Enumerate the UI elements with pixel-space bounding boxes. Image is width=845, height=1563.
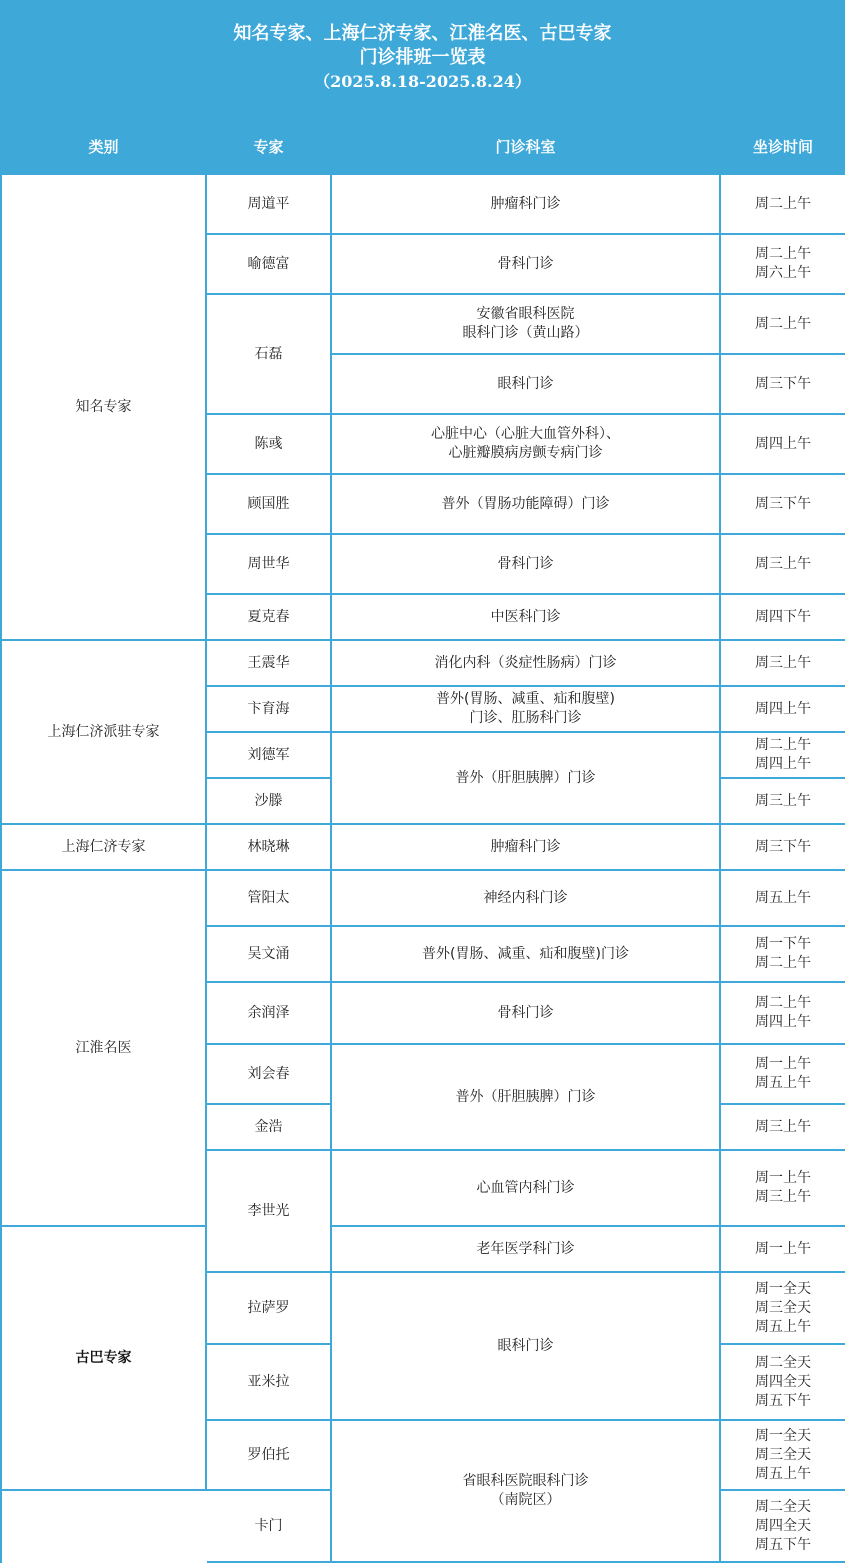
time-cell: 周四下午 [721, 595, 845, 641]
time-cell: 周四上午 [721, 415, 845, 475]
expert-name: 卡门 [207, 1491, 332, 1563]
category-cuba: 古巴专家 [2, 1227, 207, 1491]
department-cell: 省眼科医院眼科门诊 （南院区） [332, 1421, 721, 1563]
department-cell: 消化内科（炎症性肠病）门诊 [332, 641, 721, 687]
column-header-category: 类别 [2, 122, 207, 175]
expert-name: 沙滕 [207, 779, 332, 825]
time-cell: 周二全天 周四全天 周五下午 [721, 1491, 845, 1563]
page-title: 知名专家、上海仁济专家、江淮名医、古巴专家 [233, 23, 612, 44]
title-banner [0, 0, 845, 120]
department-cell: 心脏中心（心脏大血管外科）、 心脏瓣膜病房颤专病门诊 [332, 415, 721, 475]
department-cell: 神经内科门诊 [332, 871, 721, 927]
time-cell: 周二上午 周四上午 [721, 983, 845, 1045]
time-cell: 周三下午 [721, 825, 845, 871]
department-cell: 普外（胃肠功能障碍）门诊 [332, 475, 721, 535]
time-cell: 周一上午 周五上午 [721, 1045, 845, 1105]
department-cell: 普外(胃肠、减重、疝和腹壁) 门诊、肛肠科门诊 [332, 687, 721, 733]
expert-name: 石磊 [207, 295, 332, 415]
category-renji-stationed: 上海仁济派驻专家 [2, 641, 207, 825]
category-renji: 上海仁济专家 [2, 825, 207, 871]
time-cell: 周四上午 [721, 687, 845, 733]
department-cell: 骨科门诊 [332, 235, 721, 295]
expert-name: 夏克春 [207, 595, 332, 641]
time-cell: 周三下午 [721, 475, 845, 535]
expert-name: 王震华 [207, 641, 332, 687]
expert-name: 罗伯托 [207, 1421, 332, 1491]
department-cell: 普外（肝胆胰脾）门诊 [332, 733, 721, 825]
expert-name: 刘会春 [207, 1045, 332, 1105]
time-cell: 周三上午 [721, 779, 845, 825]
time-cell: 周三上午 [721, 535, 845, 595]
department-cell: 骨科门诊 [332, 983, 721, 1045]
expert-name: 周世华 [207, 535, 332, 595]
expert-name: 顾国胜 [207, 475, 332, 535]
expert-name: 周道平 [207, 175, 332, 235]
time-cell: 周三上午 [721, 641, 845, 687]
expert-name: 李世光 [207, 1151, 332, 1273]
category-famous-experts: 知名专家 [2, 175, 207, 641]
expert-name: 刘德军 [207, 733, 332, 779]
date-range: （2025.8.18-2025.8.24） [314, 72, 531, 91]
department-cell: 安徽省眼科医院 眼科门诊（黄山路） [332, 295, 721, 355]
department-cell: 普外（肝胆胰脾）门诊 [332, 1045, 721, 1151]
department-cell: 眼科门诊 [332, 1273, 721, 1421]
time-cell: 周一全天 周三全天 周五上午 [721, 1421, 845, 1491]
time-cell: 周二上午 [721, 295, 845, 355]
time-cell: 周一下午 周二上午 [721, 927, 845, 983]
page-subtitle: 门诊排班一览表 [359, 47, 486, 68]
time-cell: 周三上午 [721, 1105, 845, 1151]
category-jianghuai: 江淮名医 [2, 871, 207, 1227]
department-cell: 肿瘤科门诊 [332, 825, 721, 871]
department-cell: 心血管内科门诊 [332, 1151, 721, 1227]
department-cell: 骨科门诊 [332, 535, 721, 595]
expert-name: 林晓琳 [207, 825, 332, 871]
time-cell: 周二上午 [721, 175, 845, 235]
department-cell: 肿瘤科门诊 [332, 175, 721, 235]
expert-name: 陈彧 [207, 415, 332, 475]
expert-name: 亚米拉 [207, 1345, 332, 1421]
time-cell: 周二全天 周四全天 周五下午 [721, 1345, 845, 1421]
expert-name: 管阳太 [207, 871, 332, 927]
expert-name: 拉萨罗 [207, 1273, 332, 1345]
expert-name: 卞育海 [207, 687, 332, 733]
column-header-time: 坐诊时间 [721, 122, 845, 175]
time-cell: 周三下午 [721, 355, 845, 415]
time-cell: 周一上午 [721, 1227, 845, 1273]
time-cell: 周二上午 周六上午 [721, 235, 845, 295]
department-cell: 普外(胃肠、减重、疝和腹壁)门诊 [332, 927, 721, 983]
time-cell: 周二上午 周四上午 [721, 733, 845, 779]
expert-name: 喻德富 [207, 235, 332, 295]
department-cell: 老年医学科门诊 [332, 1227, 721, 1273]
column-header-department: 门诊科室 [332, 122, 721, 175]
time-cell: 周一全天 周三全天 周五上午 [721, 1273, 845, 1345]
department-cell: 眼科门诊 [332, 355, 721, 415]
schedule-table [0, 120, 845, 1563]
time-cell: 周五上午 [721, 871, 845, 927]
time-cell: 周一上午 周三上午 [721, 1151, 845, 1227]
expert-name: 余润泽 [207, 983, 332, 1045]
expert-name: 金浩 [207, 1105, 332, 1151]
column-header-expert: 专家 [207, 122, 332, 175]
expert-name: 吴文涌 [207, 927, 332, 983]
department-cell: 中医科门诊 [332, 595, 721, 641]
